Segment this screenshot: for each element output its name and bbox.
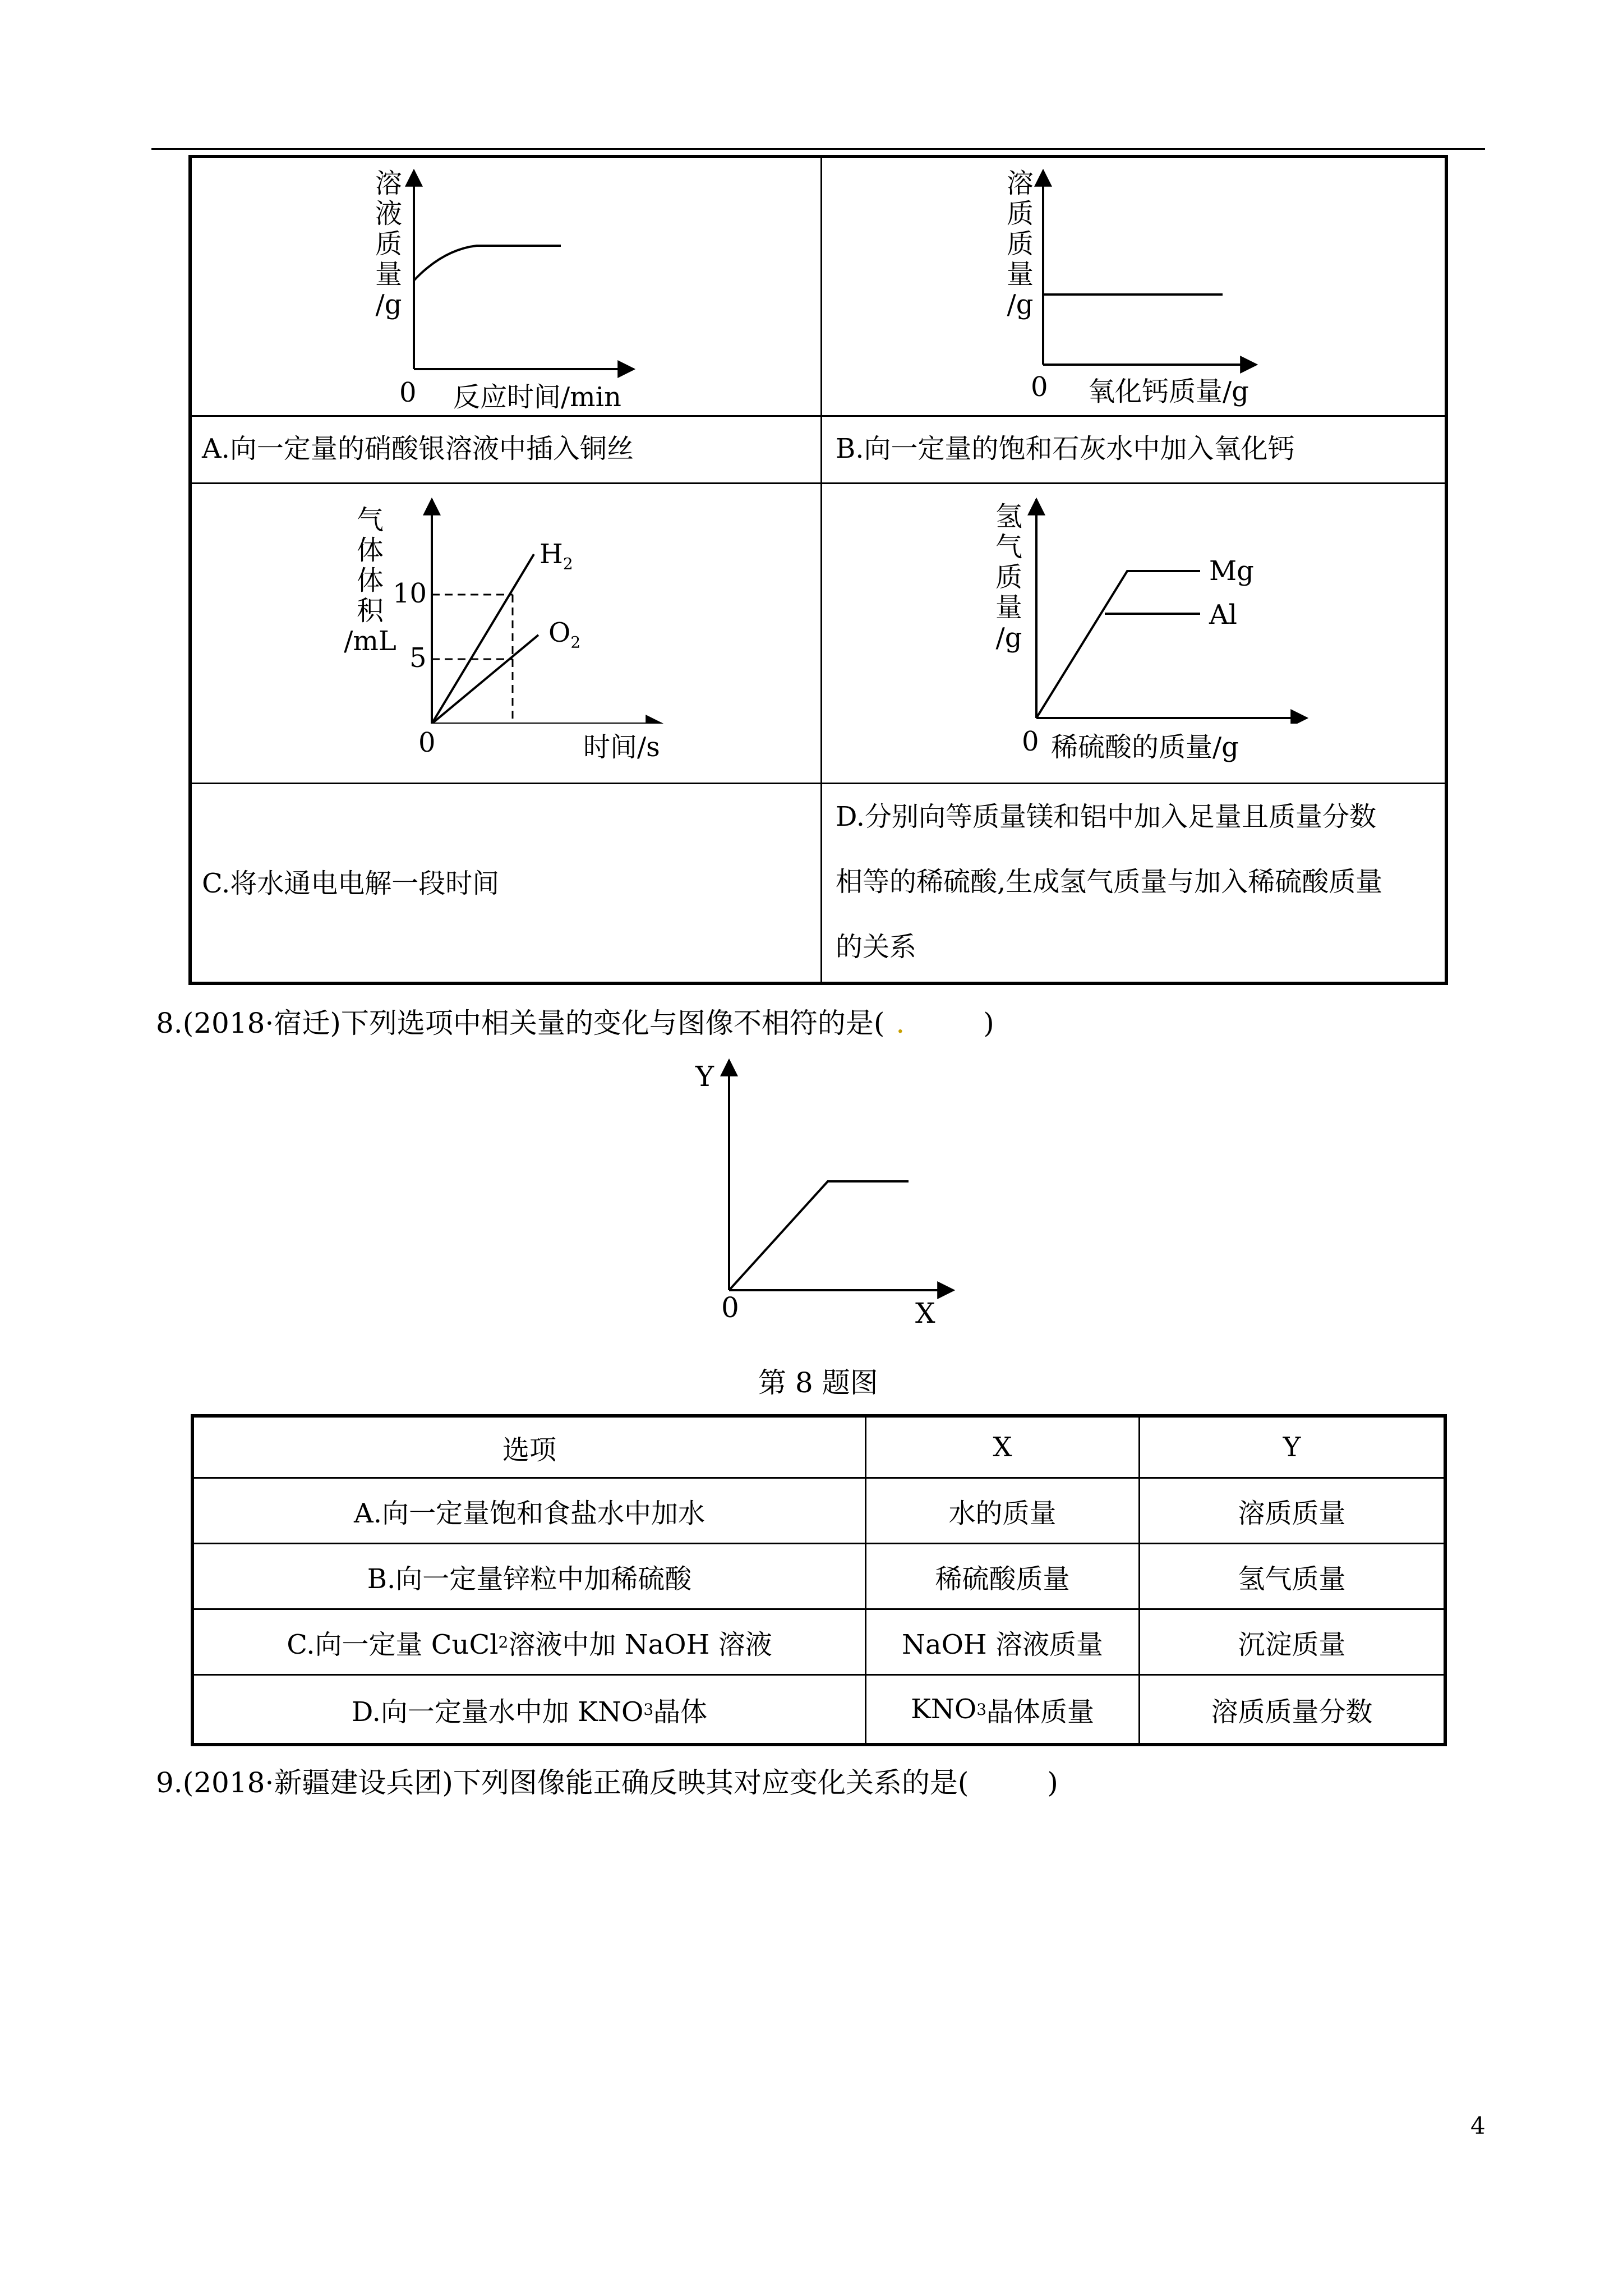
q8-table-header: X [993, 1432, 1012, 1463]
graph-c-origin: 0 [418, 727, 436, 758]
option-d-line: 的关系 [836, 931, 917, 963]
h2-text: H [540, 539, 563, 570]
q8-table-header: 选项 [502, 1434, 556, 1466]
q8-row-a-y: 溶质质量 [1238, 1497, 1346, 1529]
ylabel-char: 质 [1006, 228, 1034, 260]
graph-a [314, 163, 651, 415]
question-9 [156, 1760, 1058, 1801]
o2-label [548, 616, 580, 652]
subscript: 3 [643, 1700, 654, 1719]
ylabel-char: 积 [356, 595, 384, 627]
ylabel-char: /g [375, 289, 402, 320]
q8-row-c-option [194, 1610, 865, 1674]
ylabel-char: 气 [356, 504, 384, 536]
graph-d-xlabel: 稀硫酸的质量/g [1051, 731, 1239, 763]
ylabel-char: 氢 [995, 501, 1022, 532]
ylabel-char: 量 [1006, 259, 1034, 290]
ylabel-char: 质 [995, 562, 1022, 593]
graph-d-ylabel [989, 501, 1029, 653]
question-9-close: ) [1047, 1766, 1058, 1799]
al-label: Al [1209, 599, 1238, 631]
graph-a-ylabel [369, 168, 408, 320]
q8-row-c-x: NaOH 溶液质量 [901, 1628, 1104, 1660]
option-b-caption: B.向一定量的饱和石灰水中加入氧化钙 [836, 433, 1295, 464]
o2-text: O [548, 617, 571, 648]
tick-5: 5 [409, 642, 427, 674]
table-divider [190, 415, 1447, 417]
graph-a-origin: 0 [399, 377, 417, 408]
graph-b-origin: 0 [1031, 371, 1048, 403]
option-d-line: D.分别向等质量镁和铝中加入足量且质量分数 [836, 801, 1377, 832]
ylabel-char: 溶 [375, 168, 402, 199]
answer-blank-mark: . [896, 1007, 905, 1039]
table-divider [190, 482, 1447, 484]
graph-q8 [684, 1055, 998, 1324]
q8-row-d-x-a: KNO [910, 1694, 977, 1725]
question-8 [156, 1001, 994, 1041]
ylabel-char: /g [995, 622, 1022, 654]
ylabel-char: 体 [356, 535, 384, 566]
graph-q8-line [729, 1181, 909, 1290]
option-d-caption [836, 784, 1436, 979]
ylabel-char: /g [1007, 289, 1034, 320]
graph-q8-origin: 0 [721, 1291, 739, 1324]
q8-row-b-option: B.向一定量锌粒中加稀硫酸 [367, 1563, 692, 1595]
question-8-text: 8.(2018·宿迁)下列选项中相关量的变化与图像不相符的是( [156, 1007, 885, 1039]
ylabel-char: 体 [356, 565, 384, 596]
subscript: 3 [976, 1700, 987, 1719]
q8-row-a-option: A.向一定量饱和食盐水中加水 [354, 1497, 705, 1529]
graph-a-curve [414, 246, 561, 280]
graph-c-xlabel: 时间/s [583, 731, 660, 763]
mg-line [1036, 571, 1200, 718]
graph-b-ylabel [1000, 168, 1040, 320]
mg-label: Mg [1209, 555, 1254, 587]
ylabel-char: /mL [344, 625, 396, 657]
table-divider-vertical [820, 156, 822, 984]
ylabel-char: 气 [995, 531, 1022, 563]
q8-row-d-option-b: 晶体 [653, 1696, 708, 1728]
tick-10: 10 [393, 578, 427, 609]
ylabel-char: 量 [995, 592, 1022, 623]
graph-q8-xlabel: X [915, 1297, 935, 1329]
ylabel-char: 质 [375, 228, 402, 260]
o2-subscript: 2 [570, 633, 581, 652]
q8-row-d-y: 溶质质量分数 [1211, 1696, 1373, 1728]
figure-8-caption: 第 8 题图 [758, 1366, 878, 1399]
graph-q8-ylabel: Y [695, 1060, 714, 1093]
h2-subscript: 2 [562, 554, 573, 573]
ylabel-char: 质 [1006, 198, 1034, 229]
ylabel-char: 量 [375, 259, 402, 290]
ylabel-char: 溶 [1006, 168, 1034, 199]
question-9-text: 9.(2018·新疆建设兵团)下列图像能正确反映其对应变化关系的是( [156, 1766, 969, 1799]
q8-row-c-option-b: 溶液中加 NaOH 溶液 [508, 1628, 772, 1660]
q8-row-c-option-a: C.向一定量 CuCl [287, 1628, 499, 1660]
q8-row-d-x-b: 晶体质量 [986, 1696, 1095, 1728]
q8-row-a-x: 水的质量 [948, 1497, 1057, 1529]
q8-row-d-option [194, 1676, 865, 1743]
option-c-caption: C.将水通电电解一段时间 [202, 868, 500, 899]
q8-row-c-y: 沉淀质量 [1238, 1628, 1346, 1660]
graph-a-xlabel: 反应时间/min [453, 381, 621, 413]
o2-line [432, 635, 538, 724]
option-a-caption: A.向一定量的硝酸银溶液中插入铜丝 [202, 433, 634, 464]
q8-row-d-x [866, 1676, 1138, 1743]
ylabel-char: 液 [375, 198, 402, 229]
option-d-line: 相等的稀硫酸,生成氢气质量与加入稀硫酸质量 [836, 866, 1383, 898]
graph-b-xlabel: 氧化钙质量/g [1088, 376, 1249, 407]
header-rule [151, 148, 1485, 150]
q8-row-d-option-a: D.向一定量水中加 KNO [351, 1696, 644, 1728]
question-8-close: ) [983, 1007, 994, 1039]
h2-line [432, 554, 534, 724]
graph-d-origin: 0 [1022, 726, 1039, 757]
q8-table-header: Y [1283, 1432, 1301, 1463]
subscript: 2 [498, 1632, 509, 1651]
q8-row-b-y: 氢气质量 [1238, 1563, 1346, 1595]
q8-row-b-x: 稀硫酸质量 [935, 1563, 1070, 1595]
page-number: 4 [1470, 2112, 1486, 2139]
h2-label [540, 537, 573, 574]
